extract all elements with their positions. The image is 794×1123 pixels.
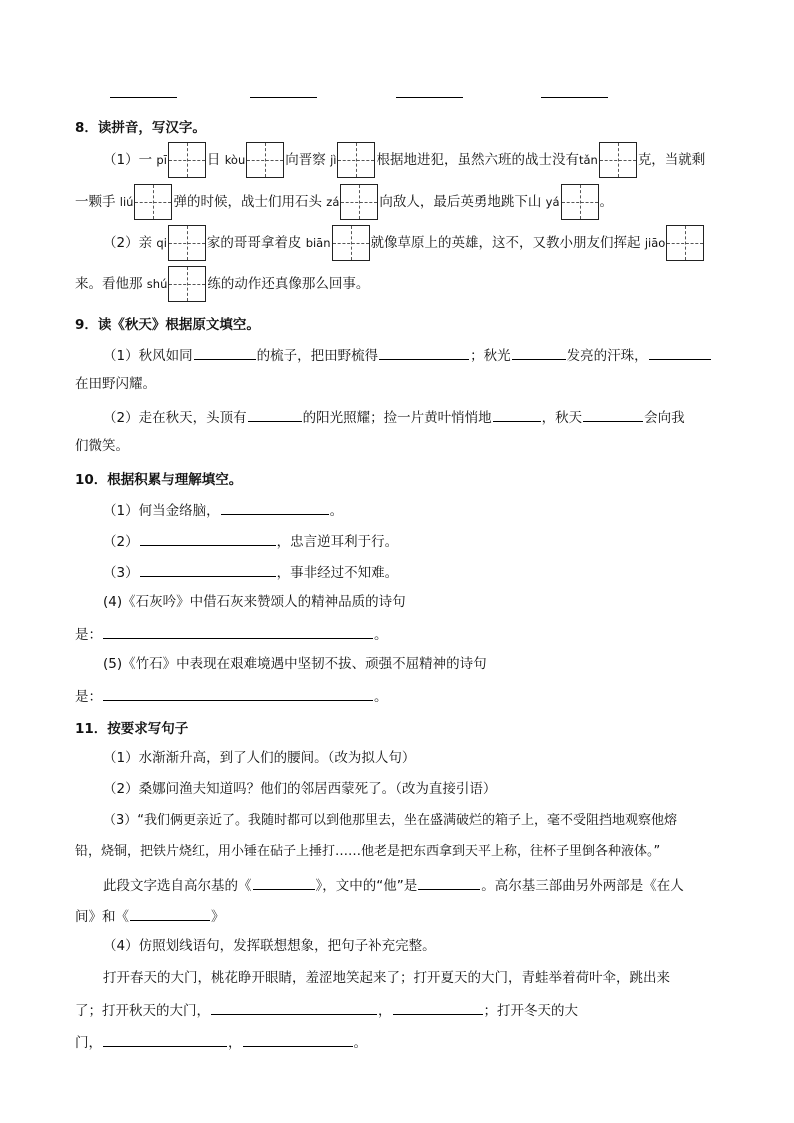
answer-line (110, 97, 177, 98)
q10-line-4: (4)《石灰吟》中借石灰来赞颂人的精神品质的诗句 (103, 594, 406, 610)
writing-box[interactable] (337, 142, 375, 178)
q11-sentence-2: （2）桑娜问渔夫知道吗？他们的邻居西蒙死了。（改为直接引语） (103, 781, 497, 797)
q8-line-1: （1）一 pī 日 kòu 向晋察 jì 根据地进犯，虽然六班的战士没有tǎn 克，当就剩 (103, 142, 705, 178)
writing-box[interactable] (246, 142, 284, 178)
q11-sentence-4a: 打开春天的大门，桃花睁开眼睛，羞涩地笑起来了；打开夏天的大门，青蛙举着荷叶伞，跳出来 (103, 970, 670, 986)
fill-blank[interactable] (512, 344, 566, 360)
q10-line-3: （3） ，事非经过不知难。 (103, 561, 398, 583)
q9-line-4: 们微笑。 (75, 438, 129, 454)
fill-blank[interactable] (194, 344, 256, 360)
fill-blank[interactable] (130, 905, 210, 921)
pinyin: jiāo (644, 236, 666, 250)
fill-blank[interactable] (140, 561, 276, 577)
pinyin: kòu (224, 153, 246, 167)
pinyin: biān (305, 236, 331, 250)
fill-blank[interactable] (243, 1031, 353, 1047)
q11-sentence-1: （1）水渐渐升高，到了人们的腰间。（改为拟人句） (103, 750, 416, 766)
q11-sentence-4b: 了；打开秋天的大门， ， ；打开冬天的大 (75, 999, 578, 1021)
q11-sentence-3d: 间》和《 》 (75, 905, 225, 927)
pinyin: qi (156, 236, 167, 250)
q9-line-2: 在田野闪耀。 (75, 376, 156, 392)
fill-blank[interactable] (211, 999, 377, 1015)
q10-line-6: (5)《竹石》中表现在艰难境遇中坚韧不拔、顽强不屈精神的诗句 (103, 656, 487, 672)
fill-blank[interactable] (649, 344, 711, 360)
fill-blank[interactable] (393, 999, 483, 1015)
q8-line-4: 来。看他那 shú 练的动作还真像那么回事。 (75, 266, 369, 302)
fill-blank[interactable] (248, 406, 302, 422)
question-11-title: 11．按要求写句子 (75, 721, 189, 737)
q11-sentence-3c: 此段文字选自高尔基的《 》，文中的“他”是 。高尔基三部曲另外两部是《在人 (103, 874, 684, 896)
q10-line-2: （2） ，忠言逆耳利于行。 (103, 530, 398, 552)
answer-line (541, 97, 608, 98)
pinyin: tǎn (578, 153, 598, 167)
answer-line (396, 97, 463, 98)
fill-blank[interactable] (583, 406, 643, 422)
pinyin: jì (330, 153, 337, 167)
q11-sentence-3b: 铅，烧铜，把铁片烧红，用小锤在砧子上捶打……他老是把东西拿到天平上称，往杯子里倒各种液体。” (75, 844, 661, 859)
q11-sentence-4c: 门， ， 。 (75, 1031, 367, 1053)
q10-line-5: 是： 。 (75, 623, 388, 645)
writing-box[interactable] (666, 225, 704, 261)
pinyin: zá (326, 195, 340, 209)
question-10-title: 10．根据积累与理解填空。 (75, 472, 243, 488)
writing-box[interactable] (332, 225, 370, 261)
fill-blank[interactable] (103, 1031, 227, 1047)
question-9-title: 9．读《秋天》根据原文填空。 (75, 317, 260, 333)
fill-blank[interactable] (103, 623, 373, 639)
pinyin: yá (545, 195, 560, 209)
writing-box[interactable] (561, 184, 599, 220)
writing-box[interactable] (134, 184, 172, 220)
fill-blank[interactable] (418, 874, 480, 890)
fill-blank[interactable] (221, 499, 329, 515)
writing-box[interactable] (168, 225, 206, 261)
fill-blank[interactable] (379, 344, 469, 360)
fill-blank[interactable] (140, 530, 276, 546)
q11-sentence-4: （4）仿照划线语句，发挥联想想象，把句子补充完整。 (103, 938, 436, 954)
pinyin: pī (156, 153, 167, 167)
q8-line-2: 一颗手 liú 弹的时候，战士们用石头 zá 向敌人，最后英勇地跳下山 yá 。 (75, 184, 613, 220)
answer-line (250, 97, 317, 98)
pinyin: shú (146, 277, 168, 291)
fill-blank[interactable] (493, 406, 541, 422)
writing-box[interactable] (168, 142, 206, 178)
q11-sentence-3a: （3）“我们俩更亲近了。我随时都可以到他那里去，坐在盛满破烂的箱子上，毫不受阻挡地观察他熔 (103, 813, 678, 828)
q10-line-7: 是： 。 (75, 685, 388, 707)
q8-line-3: （2）亲 qi 家的哥哥拿着皮 biān 就像草原上的英雄，这不，又教小朋友们挥起 jiāo (103, 225, 705, 261)
q9-line-1: （1）秋风如同 的梳子，把田野梳得 ；秋光 发亮的汗珠， (103, 344, 712, 366)
q10-line-1: （1）何当金络脑， 。 (103, 499, 343, 521)
fill-blank[interactable] (103, 685, 373, 701)
question-8-title: 8．读拼音，写汉字。 (75, 120, 206, 136)
writing-box[interactable] (168, 266, 206, 302)
writing-box[interactable] (599, 142, 637, 178)
q9-line-3: （2）走在秋天，头顶有 的阳光照耀；捡一片黄叶悄悄地 ，秋天 会向我 (103, 406, 685, 428)
writing-box[interactable] (340, 184, 378, 220)
pinyin: liú (119, 195, 134, 209)
fill-blank[interactable] (253, 874, 315, 890)
